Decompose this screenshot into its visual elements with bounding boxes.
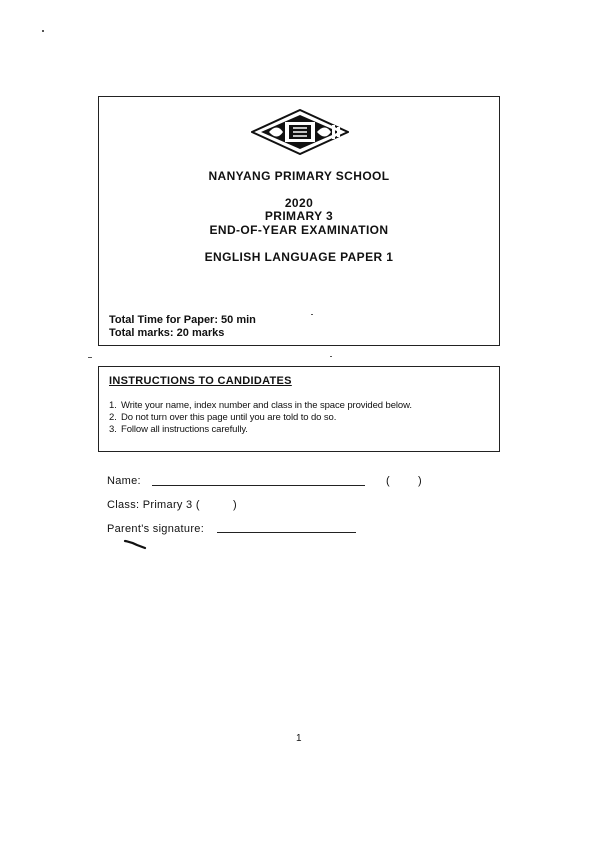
scan-speck xyxy=(42,30,44,32)
signature-field[interactable] xyxy=(217,532,356,533)
school-crest-icon xyxy=(251,109,349,155)
total-marks: Total marks: 20 marks xyxy=(109,327,225,339)
instructions-box xyxy=(98,366,500,452)
instruction-text: Write your name, index number and class in the space provided below. xyxy=(121,400,412,411)
instruction-item xyxy=(109,424,412,436)
exam-level: PRIMARY 3 xyxy=(264,209,334,223)
instruction-number: 3. xyxy=(109,424,117,435)
instruction-text: Do not turn over this page until you are told to do so. xyxy=(121,412,337,423)
page-number: 1 xyxy=(296,733,302,744)
class-paren-close: ) xyxy=(233,499,237,511)
scan-speck xyxy=(88,357,92,358)
instructions-title: INSTRUCTIONS TO CANDIDATES xyxy=(109,375,292,387)
pen-mark-icon xyxy=(123,538,147,550)
scan-speck xyxy=(330,356,332,357)
instruction-text: Follow all instructions carefully. xyxy=(121,424,248,435)
name-field[interactable] xyxy=(152,485,365,486)
instruction-item xyxy=(109,412,412,424)
exam-year: 2020 xyxy=(284,196,314,210)
exam-title: END-OF-YEAR EXAMINATION xyxy=(209,223,389,237)
total-time: Total Time for Paper: 50 min xyxy=(109,314,256,326)
instruction-number: 2. xyxy=(109,412,117,423)
index-paren-close: ) xyxy=(418,475,422,487)
instruction-item xyxy=(109,400,412,412)
signature-label: Parent's signature: xyxy=(107,523,205,535)
school-name: NANYANG PRIMARY SCHOOL xyxy=(208,169,390,183)
instructions-list xyxy=(109,400,412,436)
name-label: Name: xyxy=(107,475,141,487)
index-paren-open: ( xyxy=(386,475,390,487)
instruction-number: 1. xyxy=(109,400,117,411)
cover-box xyxy=(98,96,500,346)
paper-title: ENGLISH LANGUAGE PAPER 1 xyxy=(204,250,394,264)
class-label: Class: Primary 3 ( xyxy=(107,499,200,511)
